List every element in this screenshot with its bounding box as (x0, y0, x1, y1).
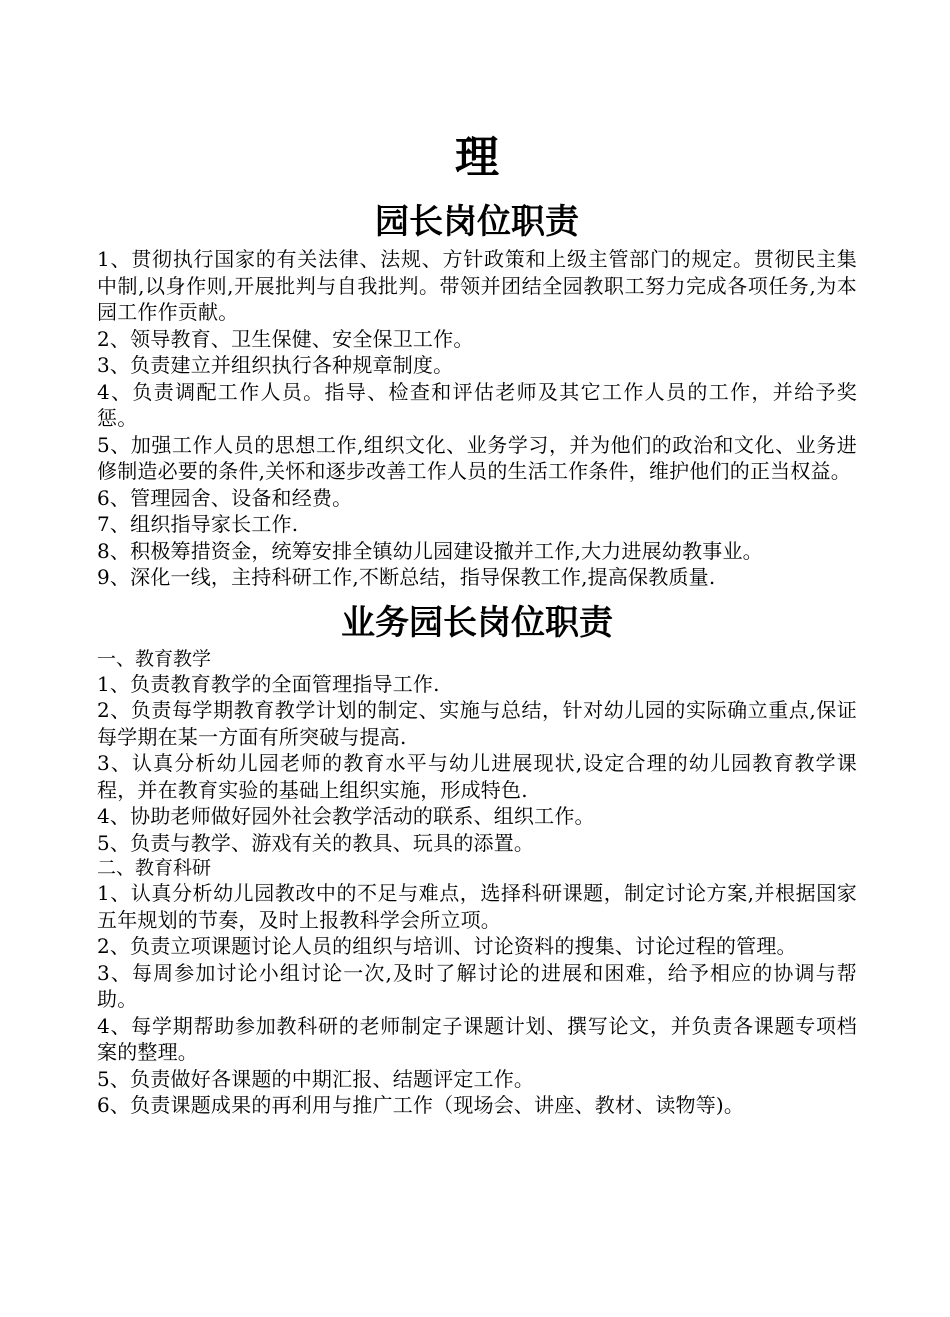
teaching-duty-item: 4、协助老师做好园外社会教学活动的联系、组织工作。 (97, 804, 595, 828)
principal-duties-list (97, 246, 857, 591)
principal-duty-item: 9、深化一线，主持科研工作,不断总结，指导保教工作,提高保教质量. (97, 565, 716, 589)
principal-duty-item: 7、组织指导家长工作. (97, 512, 299, 536)
research-duty-item: 1、认真分析幼儿园教改中的不足与难点，选择科研课题，制定讨论方案,并根据国家五年规划的节奏，及时上报教科学会所立项。 (97, 881, 857, 932)
research-duty-item: 6、负责课题成果的再利用与推广工作（现场会、讲座、教材、读物等)。 (97, 1093, 745, 1117)
research-duty-item: 3、每周参加讨论小组讨论一次,及时了解讨论的进展和困难，给予相应的协调与帮助。 (97, 960, 857, 1011)
teaching-duty-item: 3、认真分析幼儿园老师的教育水平与幼儿进展现状,设定合理的幼儿园教育教学课程，并在教育实验的基础上组织实施，形成特色. (97, 751, 857, 802)
teaching-duty-item: 5、负责与教学、游戏有关的教具、玩具的添置。 (97, 830, 535, 855)
subheading-education-teaching: 一、教育教学 (97, 647, 212, 670)
principal-duty-item: 8、积极筹措资金，统筹安排全镇幼儿园建设撤并工作,大力进展幼教事业。 (97, 538, 763, 563)
principal-duty-item: 4、负责调配工作人员。指导、检查和评估老师及其它工作人员的工作，并给予奖惩。 (97, 379, 857, 430)
principal-duty-item: 2、领导教育、卫生保健、安全保卫工作。 (97, 326, 474, 351)
principal-duty-item: 5、加强工作人员的思想工作,组织文化、业务学习，并为他们的政治和文化、业务进修制造必要的条件,关怀和逐步改善工作人员的生活工作条件，维护他们的正当权益。 (97, 432, 857, 483)
teaching-duty-item: 1、负责教育教学的全面管理指导工作. (97, 671, 440, 696)
document-page (97, 128, 857, 1119)
section-title-principal-duties: 园长岗位职责 (375, 202, 579, 242)
teaching-duty-item: 2、负责每学期教育教学计划的制定、实施与总结，针对幼儿园的实际确立重点,保证每学期在某一方面有所突破与提高. (97, 698, 857, 749)
research-duty-item: 5、负责做好各课题的中期汇报、结题评定工作。 (97, 1066, 535, 1091)
research-duty-item: 2、负责立项课题讨论人员的组织与培训、讨论资料的搜集、讨论过程的管理。 (97, 934, 797, 958)
principal-duty-item: 6、管理园舍、设备和经费。 (97, 485, 353, 510)
page-top-character: 理 (455, 132, 499, 183)
vice-principal-duties (97, 647, 857, 1119)
principal-duty-item: 3、负责建立并组织执行各种规章制度。 (97, 353, 454, 377)
subheading-education-research: 二、教育科研 (97, 857, 212, 879)
section-title-vice-principal-duties: 业务园长岗位职责 (341, 602, 613, 643)
research-duty-item: 4、每学期帮助参加教科研的老师制定子课题计划、撰写论文，并负责各课题专项档案的整理。 (97, 1013, 857, 1064)
principal-duty-item: 1、贯彻执行国家的有关法律、法规、方针政策和上级主管部门的规定。贯彻民主集中制,以身作则,开展批判与自我批判。带领并团结全园教职工努力完成各项任务,为本园工作作贡献。 (97, 247, 857, 324)
